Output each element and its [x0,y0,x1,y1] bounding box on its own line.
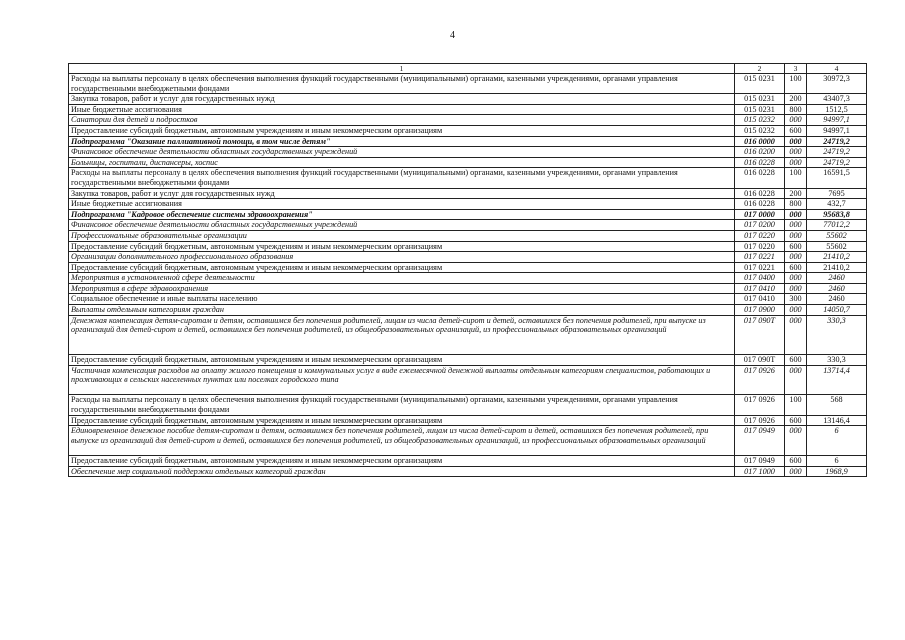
row-name: Социальное обеспечение и иные выплаты населению [69,294,735,305]
row-code: 017 0220 [735,241,785,252]
row-name: Мероприятия в сфере здравоохранения [69,283,735,294]
row-sum: 24719,2 [807,157,867,168]
row-code: 017 0410 [735,294,785,305]
row-type: 100 [785,168,807,188]
row-name: Предоставление субсидий бюджетным, автономным учреждениям и иным некоммерческим организациям [69,125,735,136]
row-type: 800 [785,199,807,210]
row-sum: 24719,2 [807,136,867,147]
row-code: 016 0228 [735,199,785,210]
table-row [69,365,867,395]
row-name: Подпрограмма "Оказание паллиативной помощи, в том числе детям" [69,136,735,147]
row-type: 200 [785,188,807,199]
table-row [69,199,867,210]
row-name: Финансовое обеспечение деятельности областных государственных учреждений [69,220,735,231]
row-type: 000 [785,252,807,263]
table-row [69,466,867,477]
row-type: 100 [785,74,807,94]
header-col-3: 3 [785,64,807,74]
table-row [69,355,867,366]
row-name: Санатории для детей и подростков [69,115,735,126]
table-row [69,209,867,220]
row-code: 017 0000 [735,209,785,220]
table-row [69,125,867,136]
row-type: 300 [785,294,807,305]
table-row [69,74,867,94]
table-row [69,168,867,188]
row-sum: 55602 [807,241,867,252]
row-type: 800 [785,104,807,115]
row-name: Предоставление субсидий бюджетным, автономным учреждениям и иным некоммерческим организациям [69,241,735,252]
row-name: Предоставление субсидий бюджетным, автономным учреждениям и иным некоммерческим организациям [69,262,735,273]
row-name: Выплаты отдельным категориям граждан [69,305,735,316]
row-code: 017 0926 [735,365,785,395]
row-sum: 13714,4 [807,365,867,395]
row-code: 016 0200 [735,147,785,158]
row-type: 000 [785,273,807,284]
row-type: 000 [785,209,807,220]
table-row [69,273,867,284]
row-code: 017 090Т [735,355,785,366]
row-code: 015 0231 [735,104,785,115]
row-sum: 2460 [807,283,867,294]
row-code: 017 0221 [735,252,785,263]
row-name: Расходы на выплаты персоналу в целях обеспечения выполнения функций государственными (муниципальными) органами, казенными учреждениями, органами управления государственными внебюджетными фондами [69,74,735,94]
row-name: Мероприятия в установленной сфере деятельности [69,273,735,284]
row-name: Предоставление субсидий бюджетным, автономным учреждениям и иным некоммерческим организациям [69,415,735,426]
row-code: 017 090Т [735,315,785,354]
row-code: 017 1000 [735,466,785,477]
row-code: 017 0400 [735,273,785,284]
row-code: 017 0926 [735,395,785,415]
row-name: Частичная компенсация расходов на оплату жилого помещения и коммунальных услуг в виде ежемесячной денежной выплаты отдельным категориям специалистов, работающих и проживающих в сельских населенных пунктах или поселках городского типа [69,365,735,395]
table-row [69,426,867,456]
row-sum: 24719,2 [807,147,867,158]
row-code: 017 0949 [735,426,785,456]
table-row [69,395,867,415]
row-sum: 330,3 [807,355,867,366]
row-sum: 21410,2 [807,262,867,273]
row-sum: 7695 [807,188,867,199]
table-header-row [69,64,867,74]
row-type: 600 [785,355,807,366]
row-name: Расходы на выплаты персоналу в целях обеспечения выполнения функций государственными (муниципальными) органами, казенными учреждениями, органами управления государственными внебюджетными фондами [69,395,735,415]
row-type: 600 [785,125,807,136]
row-name: Подпрограмма "Кадровое обеспечение системы здравоохранения" [69,209,735,220]
row-sum: 568 [807,395,867,415]
budget-table-body [69,64,867,477]
row-name: Закупка товаров, работ и услуг для государственных нужд [69,188,735,199]
table-row [69,136,867,147]
budget-table [68,63,867,477]
table-row [69,115,867,126]
row-sum: 95683,8 [807,209,867,220]
row-code: 015 0231 [735,74,785,94]
row-sum: 6 [807,426,867,456]
row-sum: 55602 [807,230,867,241]
table-row [69,104,867,115]
row-sum: 2460 [807,273,867,284]
row-type: 000 [785,220,807,231]
row-sum: 77012,2 [807,220,867,231]
table-row [69,305,867,316]
row-code: 017 0220 [735,230,785,241]
row-code: 017 0926 [735,415,785,426]
table-row [69,188,867,199]
row-code: 015 0231 [735,94,785,105]
table-row [69,147,867,158]
row-name: Иные бюджетные ассигнования [69,104,735,115]
row-name: Организации дополнительного профессионального образования [69,252,735,263]
row-name: Профессиональные образовательные организации [69,230,735,241]
row-code: 016 0228 [735,188,785,199]
row-type: 000 [785,147,807,158]
table-row [69,456,867,467]
row-code: 017 0410 [735,283,785,294]
row-type: 600 [785,415,807,426]
page-number: 4 [450,30,455,41]
row-code: 015 0232 [735,115,785,126]
table-row [69,315,867,354]
row-name: Больницы, госпитали, диспансеры, хоспис [69,157,735,168]
row-sum: 13146,4 [807,415,867,426]
row-name: Иные бюджетные ассигнования [69,199,735,210]
table-row [69,294,867,305]
row-sum: 14050,7 [807,305,867,316]
row-name: Предоставление субсидий бюджетным, автономным учреждениям и иным некоммерческим организациям [69,456,735,467]
row-name: Закупка товаров, работ и услуг для государственных нужд [69,94,735,105]
row-code: 017 0949 [735,456,785,467]
row-type: 000 [785,136,807,147]
row-type: 000 [785,157,807,168]
row-type: 600 [785,262,807,273]
row-name: Предоставление субсидий бюджетным, автономным учреждениям и иным некоммерческим организациям [69,355,735,366]
row-sum: 21410,2 [807,252,867,263]
row-name: Единовременное денежное пособие детям-сиротам и детям, оставшимся без попечения родителей, лицам из числа детей-сирот и детей, оставшихся без попечения родителей, при выпуске из организаций для детей-сирот и детей, оставшихся без попечения родителей, из общеобразовательных организаций, из профессиональных образовательных организаций [69,426,735,456]
row-name: Расходы на выплаты персоналу в целях обеспечения выполнения функций государственными (муниципальными) органами, казенными учреждениями, органами управления государственными внебюджетными фондами [69,168,735,188]
row-name: Обеспечение мер социальной поддержки отдельных категорий граждан [69,466,735,477]
row-name: Денежная компенсация детям-сиротам и детям, оставшимся без попечения родителей, лицам из числа детей-сирот и детей, оставшихся без попечения родителей, при выпуске из организаций для детей-сирот и детей, оставшихся без попечения родителей, из общеобразовательных организаций, из профессиональных образовательных организаций [69,315,735,354]
row-code: 016 0000 [735,136,785,147]
row-sum: 94997,1 [807,115,867,126]
table-row [69,241,867,252]
row-sum: 6 [807,456,867,467]
row-type: 000 [785,365,807,395]
table-row [69,252,867,263]
row-type: 100 [785,395,807,415]
row-sum: 1968,9 [807,466,867,477]
row-code: 015 0232 [735,125,785,136]
row-type: 000 [785,283,807,294]
row-sum: 16591,5 [807,168,867,188]
row-code: 016 0228 [735,168,785,188]
row-code: 017 0900 [735,305,785,316]
row-sum: 1512,5 [807,104,867,115]
row-type: 600 [785,241,807,252]
header-col-4: 4 [807,64,867,74]
row-sum: 330,3 [807,315,867,354]
table-row [69,220,867,231]
table-row [69,230,867,241]
row-sum: 43407,3 [807,94,867,105]
table-row [69,283,867,294]
table-row [69,415,867,426]
row-sum: 94997,1 [807,125,867,136]
row-type: 600 [785,456,807,467]
header-col-2: 2 [735,64,785,74]
row-sum: 2460 [807,294,867,305]
table-row [69,94,867,105]
table-row [69,157,867,168]
row-type: 000 [785,230,807,241]
row-type: 000 [785,305,807,316]
row-code: 017 0221 [735,262,785,273]
row-type: 200 [785,94,807,105]
header-col-1: 1 [69,64,735,74]
row-sum: 30972,3 [807,74,867,94]
row-type: 000 [785,115,807,126]
row-code: 016 0228 [735,157,785,168]
row-name: Финансовое обеспечение деятельности областных государственных учреждений [69,147,735,158]
row-type: 000 [785,315,807,354]
row-code: 017 0200 [735,220,785,231]
table-row [69,262,867,273]
row-sum: 432,7 [807,199,867,210]
row-type: 000 [785,466,807,477]
row-type: 000 [785,426,807,456]
